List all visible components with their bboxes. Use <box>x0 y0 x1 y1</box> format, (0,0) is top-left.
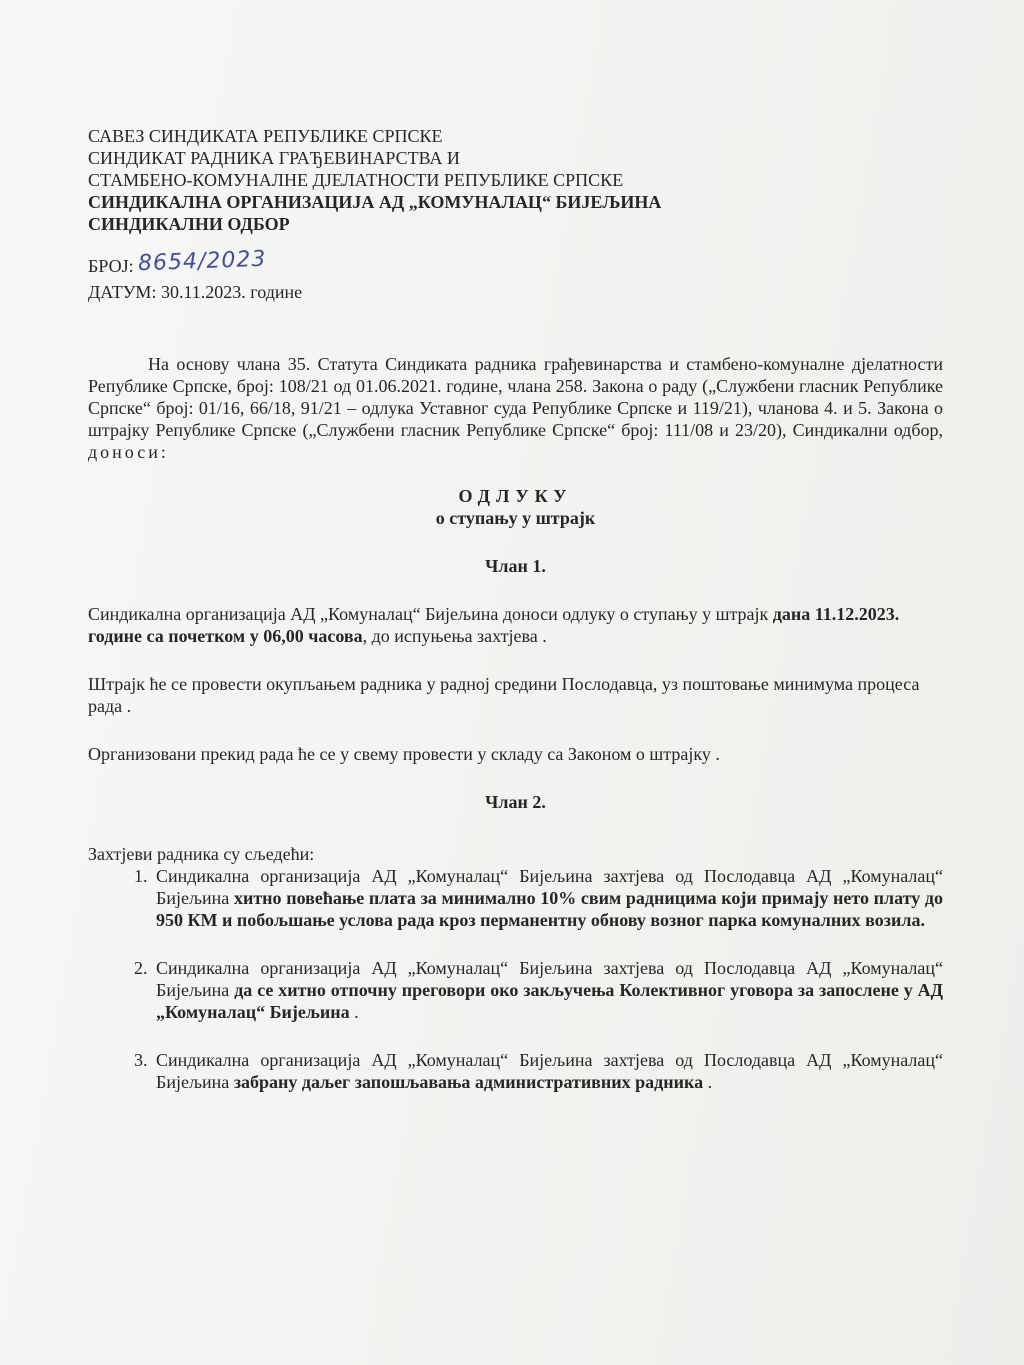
list-item <box>152 865 943 931</box>
letterhead-line-4: СИНДИКАЛНА ОРГАНИЗАЦИЈА АД „КОМУНАЛАЦ“ БИЈЕЉИНА <box>88 192 662 212</box>
handwritten-number: 8654/2023 <box>137 246 267 277</box>
article-1-p1-end: , до испуњења захтјева . <box>362 626 547 646</box>
letterhead-line-5: СИНДИКАЛНИ ОДБОР <box>88 214 290 234</box>
preamble <box>88 353 943 463</box>
demands-list <box>88 865 943 1093</box>
demand-3-tail: . <box>703 1072 713 1092</box>
date-label: ДАТУМ: <box>88 282 157 302</box>
demand-3-bold: забрану даљег запошљавања административних радника <box>233 1072 704 1092</box>
letterhead <box>88 125 943 235</box>
document-content <box>88 125 943 1093</box>
letterhead-line-3: СТАМБЕНО-КОМУНАЛНЕ ДЈЕЛАТНОСТИ РЕПУБЛИКЕ СРПСКЕ <box>88 170 624 190</box>
preamble-verb: доноси: <box>88 442 169 462</box>
list-item <box>152 1049 943 1093</box>
article-2-heading: Члан 2. <box>485 792 546 812</box>
article-1-paragraph-3: Организовани прекид рада ће се у свему провести у складу са Законом о штрајку . <box>88 744 720 764</box>
article-1-paragraph-2: Штрајк ће се провести окупљањем радника у радној средини Послодавца, уз поштовање минимума процеса рада . <box>88 674 920 716</box>
decision-title-block <box>88 485 943 529</box>
date-value: 30.11.2023. године <box>160 282 303 302</box>
strike-date: дана 11.12.2023. године са почетком у 06,00 часова <box>88 604 900 646</box>
number-label: БРОЈ: <box>88 256 134 276</box>
document-meta <box>88 246 943 307</box>
date-row <box>88 281 943 307</box>
article-1-heading: Члан 1. <box>485 556 546 576</box>
number-row <box>88 246 943 281</box>
demand-2-tail: . <box>349 1002 359 1022</box>
demand-3-text: Синдикална организација АД „Комуналац“ Бијељина захтјева од Послодавца АД „Комуналац“ Бијељина <box>156 1050 943 1092</box>
letterhead-line-2: СИНДИКАТ РАДНИКА ГРАЂЕВИНАРСТВА И <box>88 148 460 168</box>
decision-subtitle: о ступању у штрајк <box>435 508 596 528</box>
article-1-p1-start: Синдикална организација АД „Комуналац“ Бијељина доноси одлуку о ступању у штрајк <box>88 604 773 624</box>
article-1-paragraph-1 <box>88 603 943 647</box>
demand-1-bold: хитно повећање плата за минимално 10% свим радницима који примају нето плату до 950 КМ и побољшање услова рада кроз перманентну обнову возног парка комуналних возила. <box>156 888 943 930</box>
list-item <box>152 957 943 1023</box>
demand-1-text: Синдикална организација АД „Комуналац“ Бијељина захтјева од Послодавца АД „Комуналац“ Бијељина <box>156 866 943 908</box>
demands-intro: Захтјеви радника су сљедећи: <box>88 844 315 864</box>
preamble-text: На основу члана 35. Статута Синдиката радника грађевинарства и стамбено-комуналне дјелатности Републике Српске, број: 108/21 од 01.06.2021. године, члана 258. Закона о раду („Службени гласник Републике Српске“ број: 01/16, 66/18, 91/21 – одлука Уставног суда Републике Српске и 119/21), чланова 4. и 5. Закона о штрајку Републике Српске („Службени гласник Републике Српске“ број: 111/08 и 23/20), Синдикални одбор, <box>88 354 943 440</box>
letterhead-line-1: САВЕЗ СИНДИКАТА РЕПУБЛИКЕ СРПСКЕ <box>88 126 443 146</box>
demand-2-bold: да се хитно отпочну преговори око закључења Колективног уговора за запослене у АД „Комуналац“ Бијељина <box>156 980 943 1022</box>
demand-2-text: Синдикална организација АД „Комуналац“ Бијељина захтјева од Послодавца АД „Комуналац“ Бијељина <box>156 958 943 1000</box>
decision-title: ОДЛУКУ <box>458 486 573 506</box>
